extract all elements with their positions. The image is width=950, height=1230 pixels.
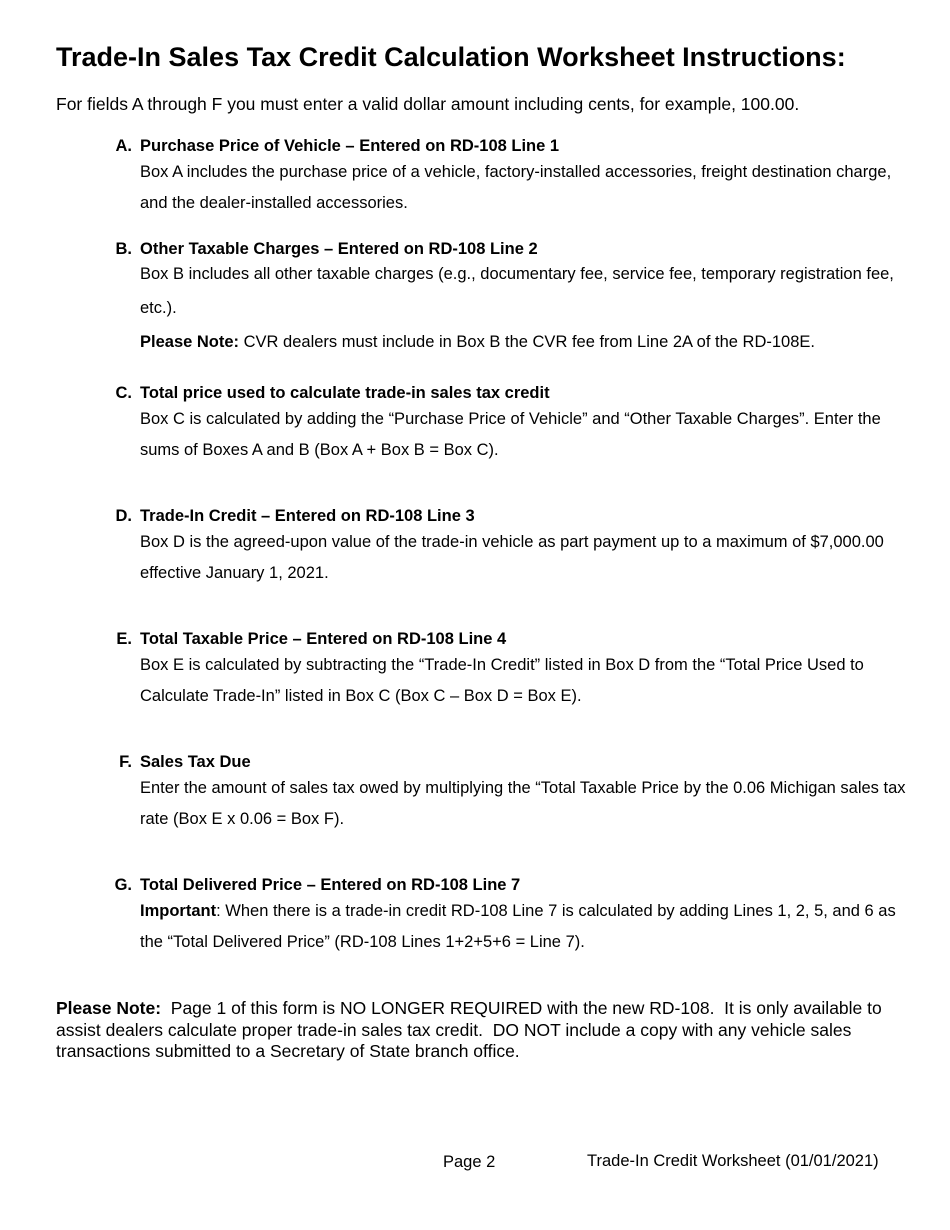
footer-form-name: Trade-In Credit Worksheet (01/01/2021) bbox=[587, 1152, 879, 1170]
item-heading: Other Taxable Charges – Entered on RD-108 Line 2 bbox=[140, 240, 538, 258]
bottom-note bbox=[56, 998, 906, 1063]
item-note bbox=[140, 325, 910, 359]
item-letter: G. bbox=[114, 876, 132, 894]
item-body-text: Box C is calculated by adding the “Purchase Price of Vehicle” and “Other Taxable Charges”. Enter the sums of Boxes A and B (Box A + Box B = Box C). bbox=[140, 410, 881, 459]
item-body bbox=[140, 527, 910, 589]
item-body bbox=[140, 650, 910, 712]
item-heading: Trade-In Credit – Entered on RD-108 Line 3 bbox=[140, 507, 475, 525]
item-heading: Total Delivered Price – Entered on RD-108 Line 7 bbox=[140, 876, 521, 894]
item-heading: Total price used to calculate trade-in sales tax credit bbox=[140, 384, 550, 402]
item-body-text: Box A includes the purchase price of a vehicle, factory-installed accessories, freight destination charge, and the dealer-installed accessories. bbox=[140, 163, 892, 212]
bottom-note-text: Page 1 of this form is NO LONGER REQUIRED with the new RD-108. It is only available to assist dealers calculate proper trade-in sales tax credit. DO NOT include a copy with any vehicle sales transactions submitted to a Secretary of State branch office. bbox=[56, 998, 887, 1061]
item-body bbox=[140, 157, 910, 219]
item-letter: E. bbox=[116, 630, 132, 648]
item-body-text: Box B includes all other taxable charges (e.g., documentary fee, service fee, temporary registration fee, etc.). bbox=[140, 265, 894, 317]
item-body-rest: : When there is a trade-in credit RD-108 Line 7 is calculated by adding Lines 1, 2, 5, and 6 as the “Total Delivered Price” (RD-108 Lines 1+2+5+6 = Line 7). bbox=[140, 902, 896, 951]
item-body bbox=[140, 404, 910, 466]
item-letter: D. bbox=[115, 507, 132, 525]
intro-text: For fields A through F you must enter a valid dollar amount including cents, for example, 100.00. bbox=[56, 94, 800, 114]
item-body bbox=[140, 773, 915, 835]
item-body bbox=[140, 896, 910, 958]
item-letter: A. bbox=[115, 137, 132, 155]
item-body-text bbox=[140, 896, 910, 958]
item-note-label: Please Note: bbox=[140, 333, 240, 351]
bottom-note-label: Please Note: bbox=[56, 998, 162, 1018]
item-heading: Purchase Price of Vehicle – Entered on RD-108 Line 1 bbox=[140, 137, 560, 155]
item-letter: F. bbox=[119, 753, 132, 771]
item-body-text: Box E is calculated by subtracting the “Trade-In Credit” listed in Box D from the “Total Price Used to Calculate Trade-In” listed in Box C (Box C – Box D = Box E). bbox=[140, 656, 864, 705]
item-note-text: CVR dealers must include in Box B the CVR fee from Line 2A of the RD-108E. bbox=[239, 333, 815, 351]
footer-page-number: Page 2 bbox=[443, 1153, 496, 1171]
page-title: Trade-In Sales Tax Credit Calculation Worksheet Instructions: bbox=[56, 42, 846, 72]
item-body-text: Box D is the agreed-upon value of the trade-in vehicle as part payment up to a maximum of $7,000.00 effective January 1, 2021. bbox=[140, 533, 884, 582]
item-heading: Sales Tax Due bbox=[140, 753, 251, 771]
item-heading: Total Taxable Price – Entered on RD-108 Line 4 bbox=[140, 630, 507, 648]
item-body bbox=[140, 257, 910, 359]
item-body-text: Enter the amount of sales tax owed by multiplying the “Total Taxable Price by the 0.06 Michigan sales tax rate (Box E x 0.06 = Box F). bbox=[140, 779, 906, 828]
item-body-label: Important bbox=[140, 902, 217, 920]
item-letter: B. bbox=[115, 240, 132, 258]
item-letter: C. bbox=[115, 384, 132, 402]
